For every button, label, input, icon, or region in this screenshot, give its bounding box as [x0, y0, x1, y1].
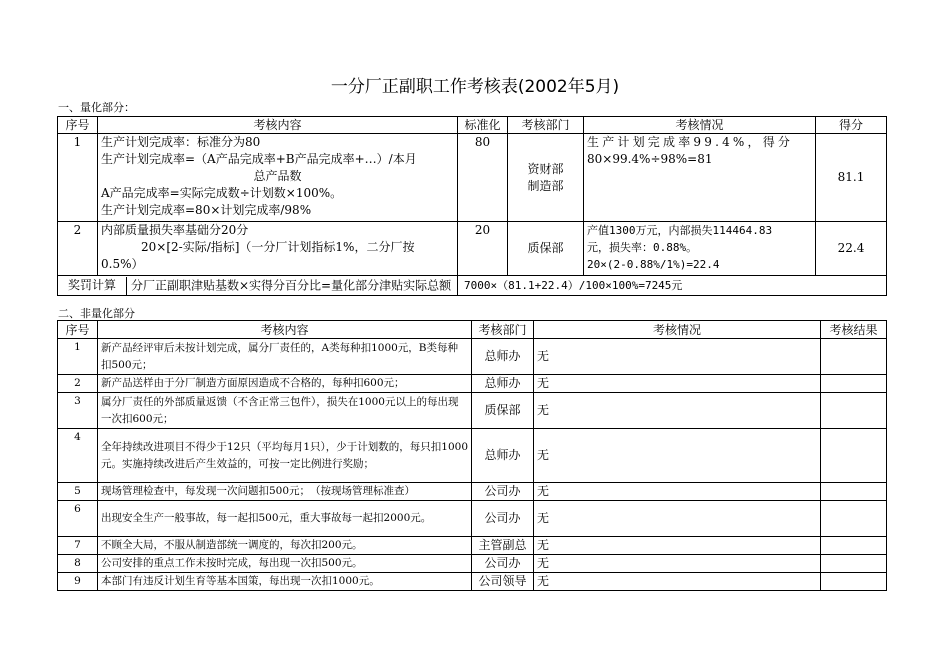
row-number: 5: [58, 483, 98, 501]
content-cell: 全年持续改进项目不得少于12只（平均每月1只），少于计划数的，每只扣1000元。实施持续改进后产生效益的，可按一定比例进行奖励；: [98, 429, 472, 483]
table-header-row: [58, 117, 887, 134]
content-line: 20×[2-实际/指标]（一分厂计划指标1%，二分厂按: [141, 240, 415, 254]
table-row: [58, 134, 887, 222]
content-cell: 出现安全生产一般事故，每一起扣500元，重大事故每一起扣2000元。: [98, 501, 472, 537]
table-row: [58, 222, 887, 276]
content-cell: [98, 134, 458, 222]
result-cell: [821, 483, 887, 501]
result-cell: [821, 393, 887, 429]
dept-cell: 质保部: [508, 222, 584, 276]
situation-cell: [584, 222, 816, 276]
table-row: [58, 537, 887, 555]
col-header: 得分: [816, 117, 887, 134]
situation-line: 产值1300万元，内部损失114464.83: [587, 224, 773, 237]
situation-line: 元，损失率：0.88%。: [587, 241, 698, 254]
dept-cell: 总师办: [472, 339, 534, 375]
section1-label: 一、量化部分：: [58, 101, 135, 114]
situation-cell: 无: [534, 339, 821, 375]
situation-cell: 无: [534, 393, 821, 429]
section2-label: 二、非量化部分: [58, 307, 135, 320]
content-cell: 属分厂责任的外部质量返馈（不含正常三包件），损失在1000元以上的每出现一次扣600元；: [98, 393, 472, 429]
content-line: 生产计划完成率：标准分为80: [101, 135, 261, 149]
row-number: 6: [58, 501, 98, 537]
score-cell: 81.1: [816, 134, 887, 222]
row-number: 2: [58, 222, 98, 276]
dept-cell: 主管副总: [472, 537, 534, 555]
reward-divider: [126, 277, 127, 295]
content-cell: 本部门有违反计划生育等基本国策，每出现一次扣1000元。: [98, 573, 472, 591]
non-quantified-table: [57, 320, 887, 591]
col-header: 考核情况: [584, 117, 816, 134]
dept-cell: 总师办: [472, 429, 534, 483]
situation-cell: 无: [534, 537, 821, 555]
table-header-row: [58, 321, 887, 339]
col-header: 考核部门: [508, 117, 584, 134]
dept-cell: 公司办: [472, 555, 534, 573]
col-header: 序号: [58, 321, 98, 339]
result-cell: [821, 501, 887, 537]
content-line: 内部质量损失率基础分20分: [101, 223, 249, 237]
result-cell: [821, 573, 887, 591]
standard-cell: 80: [458, 134, 508, 222]
row-number: 8: [58, 555, 98, 573]
quantified-table: [57, 116, 887, 296]
dept-cell: 公司办: [472, 501, 534, 537]
situation-cell: 无: [534, 573, 821, 591]
result-cell: [821, 429, 887, 483]
table-row: [58, 483, 887, 501]
content-cell: 新产品送样由于分厂制造方面原因造成不合格的，每种扣600元；: [98, 375, 472, 393]
situation-line: 生产计划完成率99.4%，得分: [587, 135, 794, 149]
col-header: 考核内容: [98, 321, 472, 339]
situation-cell: 无: [534, 483, 821, 501]
col-header: 考核结果: [821, 321, 887, 339]
row-number: 4: [58, 429, 98, 483]
reward-label: 奖罚计算: [67, 278, 116, 292]
situation-cell: 无: [534, 501, 821, 537]
dept-cell: [508, 134, 584, 222]
result-cell: [821, 537, 887, 555]
dept-line: 制造部: [527, 178, 564, 193]
row-number: 1: [58, 339, 98, 375]
content-cell: 新产品经评审后未按计划完成，属分厂责任的，A类每种扣1000元，B类每种扣500元；: [98, 339, 472, 375]
situation-line: 20×(2-0.88%/1%)=22.4: [587, 258, 720, 271]
table-row: [58, 393, 887, 429]
content-cell: 不顾全大局，不服从制造部统一调度的，每次扣200元。: [98, 537, 472, 555]
reward-result: 7000×（81.1+22.4）/100×100%=7245元: [458, 276, 887, 296]
dept-cell: 公司办: [472, 483, 534, 501]
col-header: 考核部门: [472, 321, 534, 339]
dept-cell: 总师办: [472, 375, 534, 393]
situation-cell: 无: [534, 429, 821, 483]
content-cell: [98, 222, 458, 276]
table-row: [58, 555, 887, 573]
reward-formula: 分厂正副职津贴基数×实得分百分比=量化部分津贴实际总额: [131, 278, 452, 292]
result-cell: [821, 555, 887, 573]
situation-cell: 无: [534, 555, 821, 573]
situation-line: 80×99.4%÷98%=81: [587, 152, 713, 166]
score-cell: 22.4: [816, 222, 887, 276]
col-header: 考核情况: [534, 321, 821, 339]
row-number: 1: [58, 134, 98, 222]
col-header: 考核内容: [98, 117, 458, 134]
content-line: A产品完成率=实际完成数÷计划数×100%。: [101, 186, 343, 200]
table-row: [58, 573, 887, 591]
situation-cell: 无: [534, 375, 821, 393]
result-cell: [821, 375, 887, 393]
content-line: 生产计划完成率=80×计划完成率/98%: [101, 203, 312, 217]
reward-formula-cell: [58, 276, 458, 296]
content-cell: 公司安排的重点工作未按时完成，每出现一次扣500元。: [98, 555, 472, 573]
content-line: 0.5%）: [101, 257, 144, 271]
table-row: [58, 501, 887, 537]
content-line: 生产计划完成率=（A产品完成率+B产品完成率+…）/本月: [101, 152, 417, 166]
result-cell: [821, 339, 887, 375]
page-title: 一分厂正副职工作考核表(2002年5月): [330, 77, 620, 97]
content-line: 总产品数: [253, 169, 302, 183]
standard-cell: 20: [458, 222, 508, 276]
table-row: [58, 375, 887, 393]
row-number: 7: [58, 537, 98, 555]
reward-row: [58, 276, 887, 296]
row-number: 2: [58, 375, 98, 393]
content-cell: 现场管理检查中，每发现一次问题扣500元； （按现场管理标准查）: [98, 483, 472, 501]
table-row: [58, 339, 887, 375]
dept-line: 资财部: [527, 161, 564, 176]
table-row: [58, 429, 887, 483]
dept-cell: 质保部: [472, 393, 534, 429]
row-number: 3: [58, 393, 98, 429]
dept-cell: 公司领导: [472, 573, 534, 591]
situation-cell: [584, 134, 816, 222]
row-number: 9: [58, 573, 98, 591]
col-header: 标准化: [458, 117, 508, 134]
col-header: 序号: [58, 117, 98, 134]
